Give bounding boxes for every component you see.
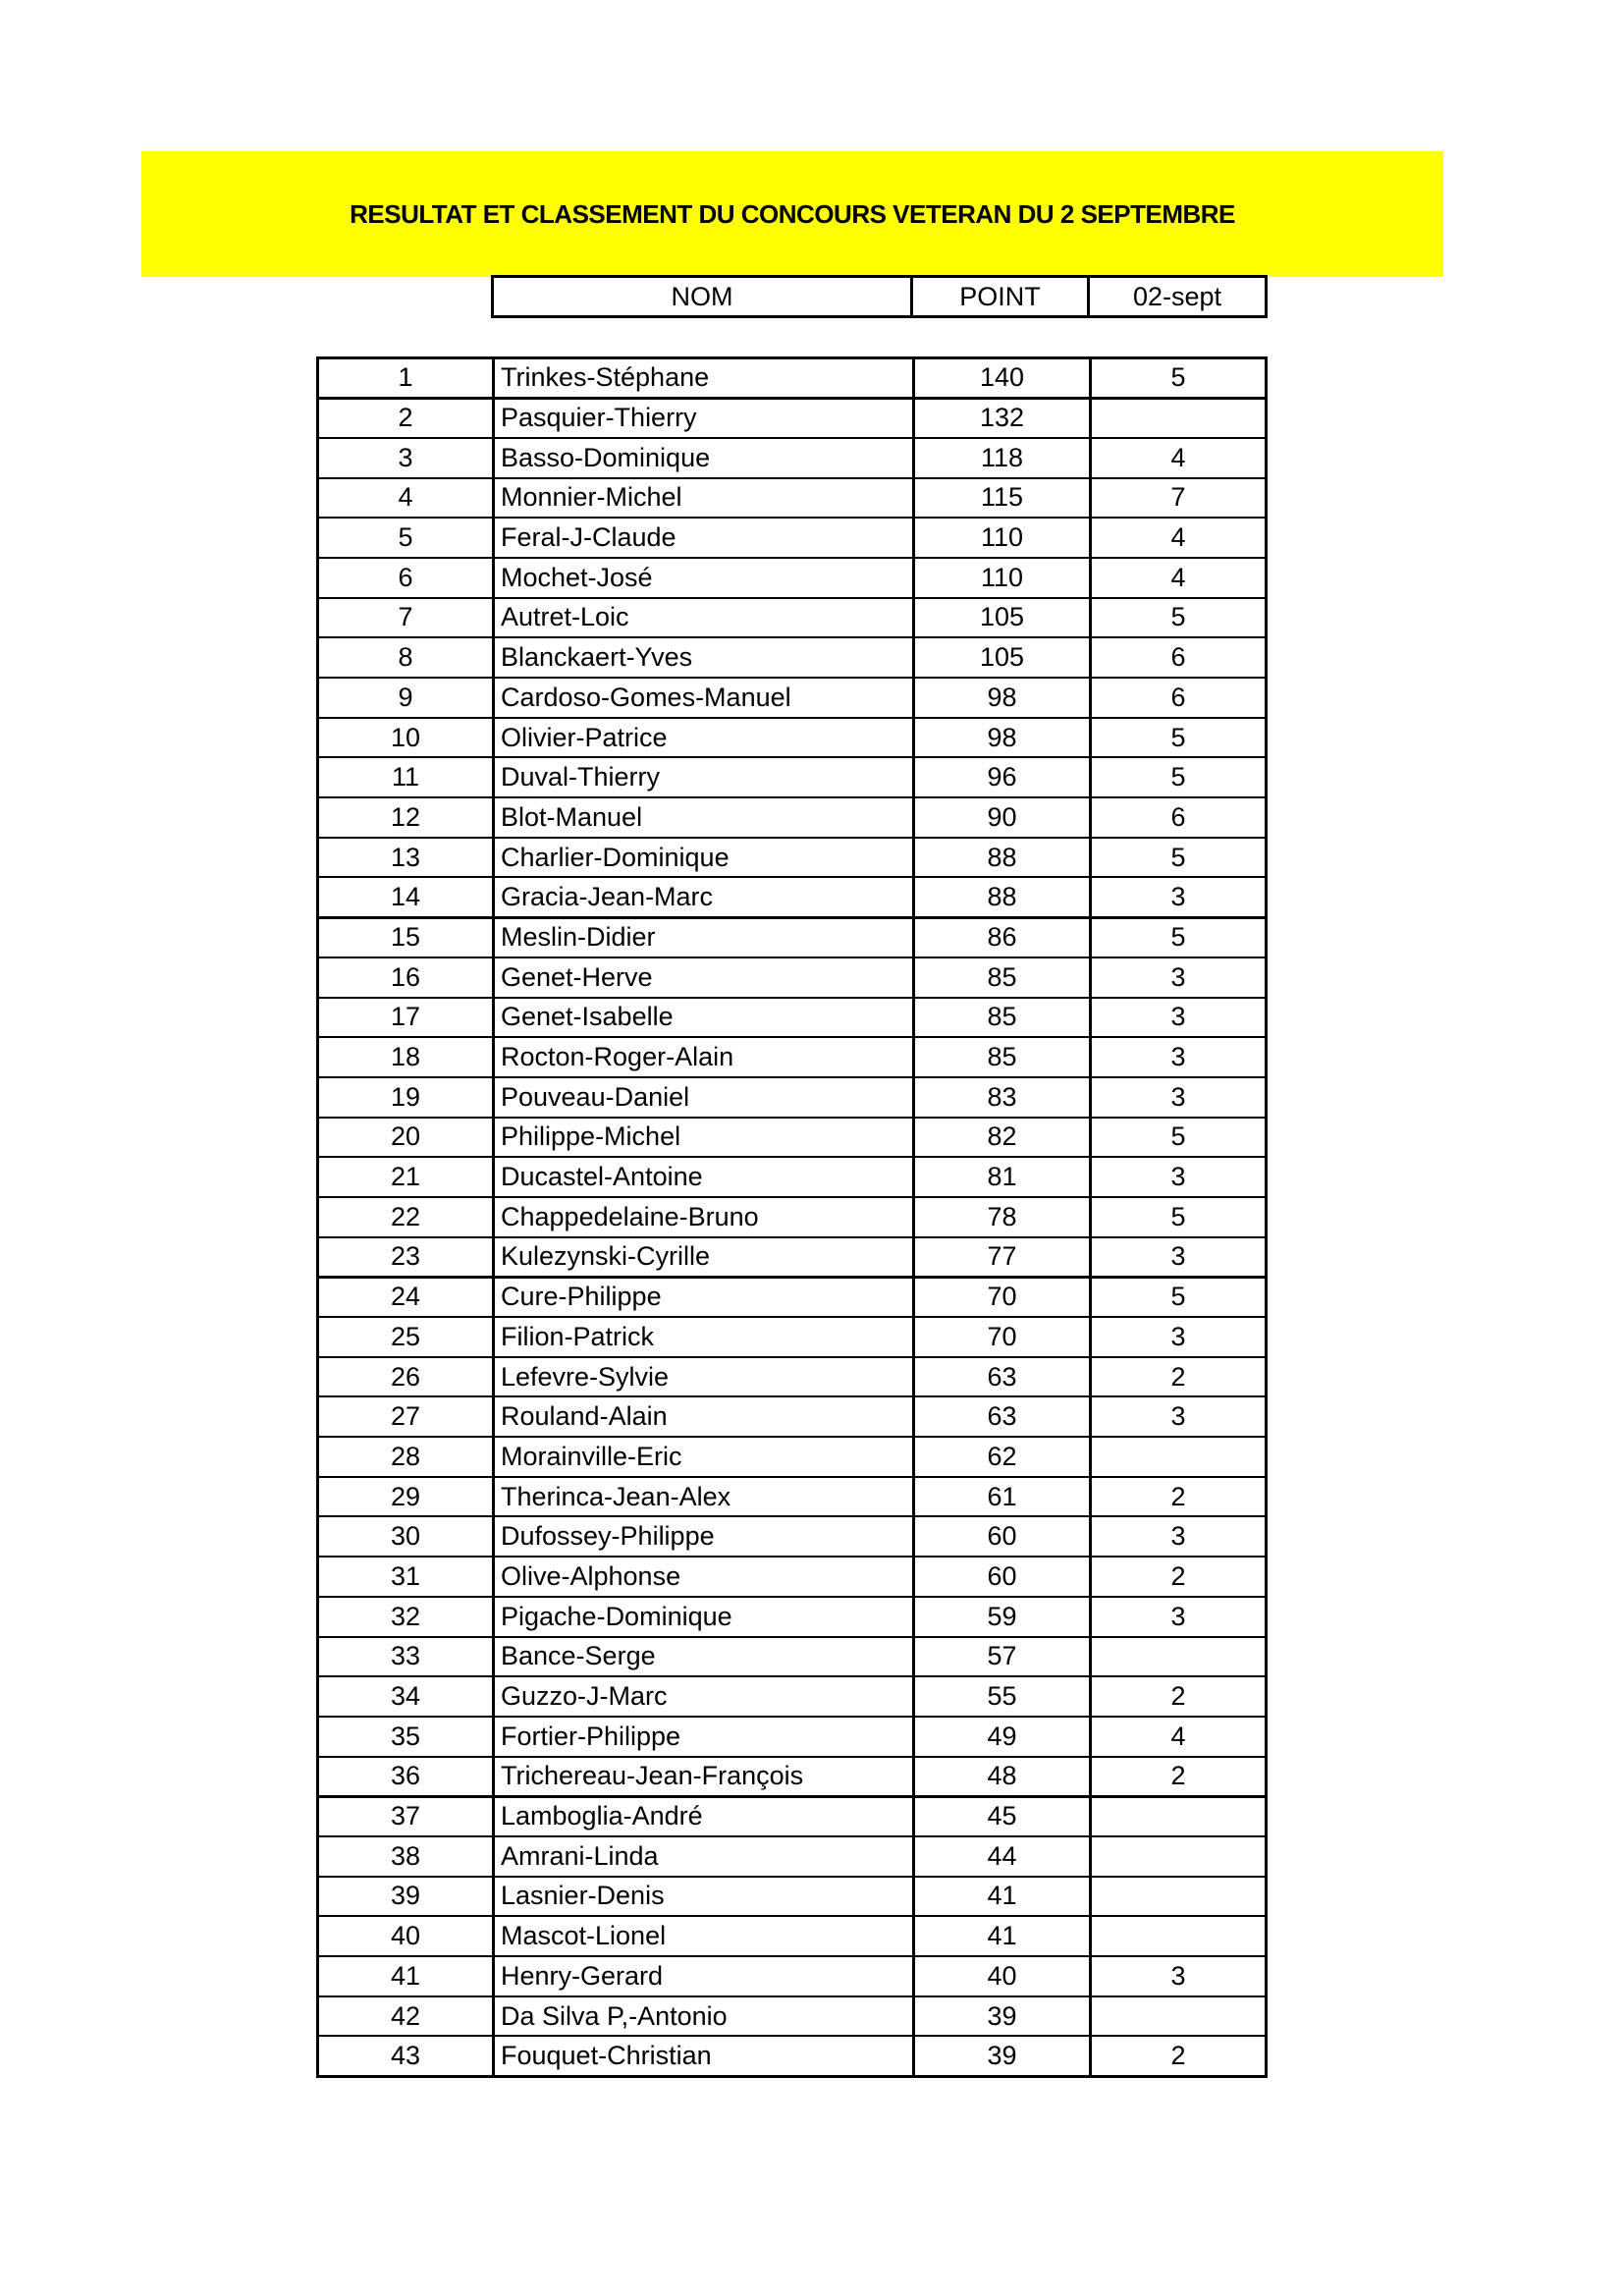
name-cell: Rocton-Roger-Alain (494, 1037, 914, 1077)
table-row (318, 1956, 1267, 1996)
date-cell: 3 (1091, 1077, 1267, 1118)
date-cell: 3 (1091, 1396, 1267, 1437)
name-cell: Mascot-Lionel (494, 1916, 914, 1956)
rank-cell: 26 (318, 1357, 494, 1397)
points-cell: 85 (914, 1037, 1091, 1077)
date-cell: 2 (1091, 1676, 1267, 1717)
name-cell: Dufossey-Philippe (494, 1516, 914, 1557)
points-cell: 60 (914, 1516, 1091, 1557)
date-cell (1091, 1877, 1267, 1917)
header-nom: NOM (494, 278, 913, 315)
table-row (318, 838, 1267, 878)
table-row (318, 1437, 1267, 1477)
rank-cell: 22 (318, 1197, 494, 1237)
points-cell: 77 (914, 1237, 1091, 1278)
table-row (318, 438, 1267, 478)
name-cell: Basso-Dominique (494, 438, 914, 478)
rank-cell: 6 (318, 558, 494, 598)
rank-cell: 11 (318, 757, 494, 797)
name-cell: Da Silva P,-Antonio (494, 1996, 914, 2037)
points-cell: 98 (914, 678, 1091, 718)
table-row (318, 757, 1267, 797)
name-cell: Monnier-Michel (494, 478, 914, 519)
points-cell: 110 (914, 518, 1091, 558)
name-cell: Fortier-Philippe (494, 1717, 914, 1757)
points-cell: 90 (914, 797, 1091, 838)
rank-cell: 5 (318, 518, 494, 558)
date-cell: 7 (1091, 478, 1267, 519)
table-row (318, 678, 1267, 718)
name-cell: Therinca-Jean-Alex (494, 1477, 914, 1517)
rank-cell: 25 (318, 1317, 494, 1357)
rank-cell: 32 (318, 1597, 494, 1637)
rank-cell: 39 (318, 1877, 494, 1917)
rank-cell: 27 (318, 1396, 494, 1437)
rank-cell: 40 (318, 1916, 494, 1956)
date-cell: 6 (1091, 637, 1267, 678)
table-row (318, 558, 1267, 598)
date-cell: 5 (1091, 838, 1267, 878)
name-cell: Olive-Alphonse (494, 1557, 914, 1597)
table-row (318, 718, 1267, 758)
table-row (318, 1796, 1267, 1836)
rank-cell: 13 (318, 838, 494, 878)
points-cell: 86 (914, 917, 1091, 957)
points-cell: 81 (914, 1157, 1091, 1197)
date-cell: 2 (1091, 1757, 1267, 1797)
date-cell: 5 (1091, 1197, 1267, 1237)
points-cell: 49 (914, 1717, 1091, 1757)
name-cell: Autret-Loic (494, 598, 914, 638)
table-row (318, 797, 1267, 838)
table-row (318, 598, 1267, 638)
name-cell: Pigache-Dominique (494, 1597, 914, 1637)
rank-cell: 37 (318, 1796, 494, 1836)
rank-cell: 28 (318, 1437, 494, 1477)
table-row (318, 1996, 1267, 2037)
date-cell: 2 (1091, 1557, 1267, 1597)
points-cell: 70 (914, 1277, 1091, 1317)
name-cell: Genet-Isabelle (494, 998, 914, 1038)
points-cell: 57 (914, 1637, 1091, 1677)
header-date: 02-sept (1132, 281, 1222, 311)
name-cell: Bance-Serge (494, 1637, 914, 1677)
name-cell: Cardoso-Gomes-Manuel (494, 678, 914, 718)
table-row (318, 1757, 1267, 1797)
date-cell: 6 (1091, 797, 1267, 838)
rank-cell: 8 (318, 637, 494, 678)
points-cell: 40 (914, 1956, 1091, 1996)
points-cell: 44 (914, 1836, 1091, 1877)
rank-cell: 38 (318, 1836, 494, 1877)
table-row (318, 1317, 1267, 1357)
table-row (318, 1077, 1267, 1118)
rank-cell: 15 (318, 917, 494, 957)
rank-cell: 24 (318, 1277, 494, 1317)
table-row (318, 398, 1267, 438)
rank-cell: 16 (318, 957, 494, 998)
date-cell: 4 (1091, 518, 1267, 558)
title-banner (141, 151, 1443, 277)
table-row (318, 1357, 1267, 1397)
date-cell: 3 (1091, 1157, 1267, 1197)
points-cell: 118 (914, 438, 1091, 478)
table-row (318, 877, 1267, 917)
date-cell (1091, 1437, 1267, 1477)
table-row (318, 637, 1267, 678)
rank-cell: 12 (318, 797, 494, 838)
date-cell: 6 (1091, 678, 1267, 718)
table-row (318, 1396, 1267, 1437)
name-cell: Trichereau-Jean-François (494, 1757, 914, 1797)
date-cell: 3 (1091, 957, 1267, 998)
points-cell: 59 (914, 1597, 1091, 1637)
name-cell: Gracia-Jean-Marc (494, 877, 914, 917)
date-cell: 4 (1091, 558, 1267, 598)
results-table (316, 356, 1268, 2078)
table-row (318, 2036, 1267, 2076)
date-cell: 3 (1091, 998, 1267, 1038)
date-cell: 4 (1091, 438, 1267, 478)
table-row (318, 1237, 1267, 1278)
points-cell: 85 (914, 998, 1091, 1038)
name-cell: Genet-Herve (494, 957, 914, 998)
name-cell: Morainville-Eric (494, 1437, 914, 1477)
points-cell: 78 (914, 1197, 1091, 1237)
rank-cell: 19 (318, 1077, 494, 1118)
date-cell (1091, 1796, 1267, 1836)
table-row (318, 358, 1267, 399)
table-row (318, 1597, 1267, 1637)
name-cell: Duval-Thierry (494, 757, 914, 797)
name-cell: Ducastel-Antoine (494, 1157, 914, 1197)
rank-cell: 7 (318, 598, 494, 638)
table-row (318, 1676, 1267, 1717)
table-row (318, 957, 1267, 998)
name-cell: Trinkes-Stéphane (494, 358, 914, 399)
name-cell: Pasquier-Thierry (494, 398, 914, 438)
points-cell: 98 (914, 718, 1091, 758)
name-cell: Filion-Patrick (494, 1317, 914, 1357)
points-cell: 41 (914, 1916, 1091, 1956)
table-row (318, 518, 1267, 558)
table-row (318, 1916, 1267, 1956)
date-cell: 5 (1091, 757, 1267, 797)
rank-cell: 34 (318, 1676, 494, 1717)
table-row (318, 1637, 1267, 1677)
points-cell: 60 (914, 1557, 1091, 1597)
rank-cell: 21 (318, 1157, 494, 1197)
name-cell: Lefevre-Sylvie (494, 1357, 914, 1397)
table-row (318, 1477, 1267, 1517)
points-cell: 41 (914, 1877, 1091, 1917)
name-cell: Kulezynski-Cyrille (494, 1237, 914, 1278)
table-row (318, 1118, 1267, 1158)
rank-cell: 35 (318, 1717, 494, 1757)
name-cell: Feral-J-Claude (494, 518, 914, 558)
name-cell: Blot-Manuel (494, 797, 914, 838)
table-row (318, 1836, 1267, 1877)
table-row (318, 1197, 1267, 1237)
rank-cell: 41 (318, 1956, 494, 1996)
date-cell: 3 (1091, 877, 1267, 917)
points-cell: 45 (914, 1796, 1091, 1836)
date-cell: 4 (1091, 1717, 1267, 1757)
table-row (318, 917, 1267, 957)
points-cell: 39 (914, 2036, 1091, 2076)
rank-cell: 33 (318, 1637, 494, 1677)
table-row (318, 998, 1267, 1038)
points-cell: 96 (914, 757, 1091, 797)
table-row (318, 1717, 1267, 1757)
points-cell: 115 (914, 478, 1091, 519)
points-cell: 55 (914, 1676, 1091, 1717)
name-cell: Lasnier-Denis (494, 1877, 914, 1917)
table-row (318, 1037, 1267, 1077)
column-header-row (491, 275, 1268, 318)
points-cell: 61 (914, 1477, 1091, 1517)
rank-cell: 2 (318, 398, 494, 438)
date-cell (1091, 1916, 1267, 1956)
date-cell: 5 (1091, 917, 1267, 957)
date-cell: 5 (1091, 1277, 1267, 1317)
header-point: POINT (913, 278, 1090, 315)
date-cell (1091, 1996, 1267, 2037)
name-cell: Rouland-Alain (494, 1396, 914, 1437)
date-cell (1091, 1836, 1267, 1877)
name-cell: Olivier-Patrice (494, 718, 914, 758)
rank-cell: 43 (318, 2036, 494, 2076)
date-cell: 2 (1091, 1477, 1267, 1517)
rank-cell: 9 (318, 678, 494, 718)
table-row (318, 1277, 1267, 1317)
date-cell: 5 (1091, 1118, 1267, 1158)
results-body (318, 358, 1267, 2077)
points-cell: 88 (914, 838, 1091, 878)
points-cell: 83 (914, 1077, 1091, 1118)
rank-cell: 23 (318, 1237, 494, 1278)
rank-cell: 29 (318, 1477, 494, 1517)
points-cell: 39 (914, 1996, 1091, 2037)
name-cell: Guzzo-J-Marc (494, 1676, 914, 1717)
points-cell: 62 (914, 1437, 1091, 1477)
points-cell: 140 (914, 358, 1091, 399)
name-cell: Philippe-Michel (494, 1118, 914, 1158)
points-cell: 82 (914, 1118, 1091, 1158)
points-cell: 85 (914, 957, 1091, 998)
table-row (318, 1877, 1267, 1917)
name-cell: Cure-Philippe (494, 1277, 914, 1317)
table-row (318, 478, 1267, 519)
rank-cell: 10 (318, 718, 494, 758)
points-cell: 88 (914, 877, 1091, 917)
date-cell: 3 (1091, 1317, 1267, 1357)
name-cell: Pouveau-Daniel (494, 1077, 914, 1118)
points-cell: 105 (914, 598, 1091, 638)
rank-cell: 14 (318, 877, 494, 917)
document-title: RESULTAT ET CLASSEMENT DU CONCOURS VETERAN DU 2 SEPTEMBRE (350, 198, 1235, 229)
name-cell: Fouquet-Christian (494, 2036, 914, 2076)
date-cell: 3 (1091, 1956, 1267, 1996)
date-cell: 5 (1091, 598, 1267, 638)
points-cell: 63 (914, 1396, 1091, 1437)
name-cell: Charlier-Dominique (494, 838, 914, 878)
date-cell: 3 (1091, 1597, 1267, 1637)
points-cell: 63 (914, 1357, 1091, 1397)
rank-cell: 30 (318, 1516, 494, 1557)
rank-cell: 1 (318, 358, 494, 399)
points-cell: 70 (914, 1317, 1091, 1357)
date-cell: 5 (1091, 358, 1267, 399)
name-cell: Henry-Gerard (494, 1956, 914, 1996)
rank-cell: 20 (318, 1118, 494, 1158)
name-cell: Chappedelaine-Bruno (494, 1197, 914, 1237)
points-cell: 132 (914, 398, 1091, 438)
date-cell (1091, 1637, 1267, 1677)
rank-cell: 17 (318, 998, 494, 1038)
name-cell: Lamboglia-André (494, 1796, 914, 1836)
name-cell: Amrani-Linda (494, 1836, 914, 1877)
points-cell: 48 (914, 1757, 1091, 1797)
points-cell: 110 (914, 558, 1091, 598)
date-cell: 3 (1091, 1237, 1267, 1278)
date-cell: 3 (1091, 1516, 1267, 1557)
table-row (318, 1157, 1267, 1197)
date-cell: 3 (1091, 1037, 1267, 1077)
date-cell: 2 (1091, 1357, 1267, 1397)
date-cell (1091, 398, 1267, 438)
name-cell: Blanckaert-Yves (494, 637, 914, 678)
rank-cell: 4 (318, 478, 494, 519)
date-cell: 2 (1091, 2036, 1267, 2076)
name-cell: Mochet-José (494, 558, 914, 598)
rank-cell: 42 (318, 1996, 494, 2037)
points-cell: 105 (914, 637, 1091, 678)
rank-cell: 18 (318, 1037, 494, 1077)
rank-cell: 3 (318, 438, 494, 478)
table-row (318, 1516, 1267, 1557)
name-cell: Meslin-Didier (494, 917, 914, 957)
date-cell: 5 (1091, 718, 1267, 758)
table-row (318, 1557, 1267, 1597)
rank-cell: 36 (318, 1757, 494, 1797)
rank-cell: 31 (318, 1557, 494, 1597)
